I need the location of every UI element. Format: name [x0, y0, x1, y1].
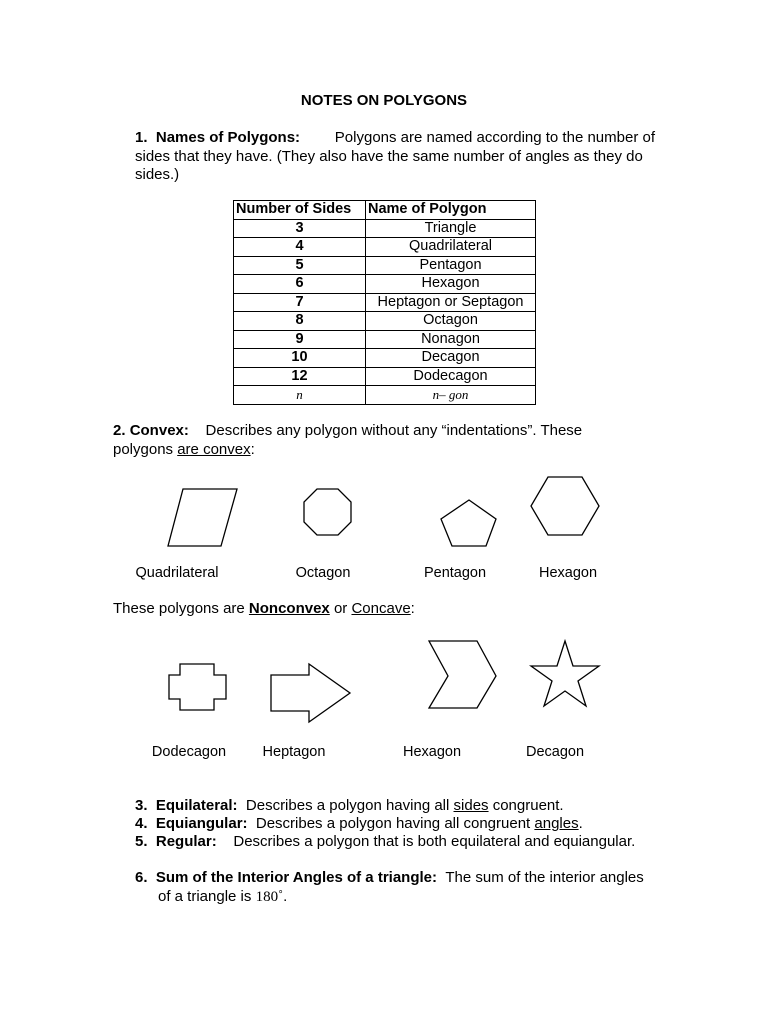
degree-value: 180˚ [255, 888, 284, 905]
hexagon-chevron-shape [429, 641, 496, 708]
section-text-line: sides that they have. (They also have the same number of angles as they do [135, 147, 643, 165]
shape-label-pentagon: Pentagon [423, 565, 487, 581]
name-cell: Octagon [366, 312, 536, 331]
decagon-star-shape [531, 641, 599, 706]
section-heading: Names of Polygons: [155, 129, 301, 146]
item-heading: Regular: [155, 833, 217, 850]
item-text: of a triangle is [158, 887, 256, 905]
shape-label-dodecagon: Dodecagon [151, 744, 227, 760]
item-heading: Sum of the Interior Angles of a triangle: [155, 869, 437, 886]
item-text: The sum of the interior angles [445, 869, 644, 886]
item-text: Describes a polygon that is both equilateral and equiangular. [233, 833, 636, 850]
table-header: Name of Polygon [366, 201, 536, 220]
concave-term: Concave [351, 600, 411, 617]
page-title: NOTES ON POLYGONS [300, 92, 468, 109]
underlined-text: are convex [177, 440, 251, 458]
list-item-regular [135, 833, 635, 852]
dodecagon-cross-shape [169, 664, 226, 710]
hexagon-shape [531, 477, 599, 535]
sides-cell: 5 [234, 256, 366, 275]
sides-cell: 6 [234, 275, 366, 294]
section-text: : [250, 440, 255, 458]
shape-label-decagon: Decagon [525, 744, 585, 760]
name-cell: Heptagon or Septagon [366, 293, 536, 312]
section-text: : [410, 600, 415, 617]
item-number: 6. [135, 869, 148, 886]
name-cell: Quadrilateral [366, 238, 536, 257]
section-text-line: sides.) [135, 166, 180, 183]
sides-cell: 3 [234, 219, 366, 238]
section-text-line: Polygons are named according to the number of [334, 129, 655, 146]
name-cell: n– gon [366, 386, 536, 405]
list-item-equiangular [135, 815, 583, 834]
item-text: Describes a polygon having all congruent [255, 815, 535, 832]
sides-cell: 12 [234, 367, 366, 386]
item-text: . [283, 887, 288, 905]
sides-cell: 4 [234, 238, 366, 257]
sides-cell: 10 [234, 349, 366, 368]
sides-cell: n [234, 386, 366, 405]
item-number: 3. [135, 797, 148, 814]
name-cell: Hexagon [366, 275, 536, 294]
shape-label-hexagon: Hexagon [538, 565, 598, 581]
sides-cell: 7 [234, 293, 366, 312]
item-text: Describes a polygon having all [245, 797, 454, 814]
shape-label-heptagon: Heptagon [262, 744, 326, 760]
nonconvex-term: Nonconvex [248, 600, 330, 617]
nonconvex-sentence [113, 600, 415, 619]
shape-label-octagon: Octagon [295, 565, 351, 581]
section-text: These polygons are [113, 600, 249, 617]
octagon-shape [304, 489, 351, 535]
section-text: or [329, 600, 352, 617]
section-heading: Convex: [129, 422, 189, 439]
table-header: Number of Sides [234, 201, 366, 220]
item-number: 5. [135, 833, 148, 850]
sides-cell: 8 [234, 312, 366, 331]
section-number: 2. [113, 422, 126, 439]
section-number: 1. [135, 129, 148, 146]
quadrilateral-shape [168, 489, 237, 546]
name-cell: Dodecagon [366, 367, 536, 386]
section-text-line: Describes any polygon without any “indentations”. These [205, 422, 583, 439]
shape-label-hexagon-concave: Hexagon [402, 744, 462, 760]
item-text: . [578, 815, 583, 832]
underlined-text: angles [534, 815, 579, 832]
item-number: 4. [135, 815, 148, 832]
underlined-text: sides [453, 797, 489, 814]
section-text: polygons [113, 440, 178, 458]
list-item-triangle-sum [135, 869, 665, 906]
name-cell: Nonagon [366, 330, 536, 349]
item-heading: Equiangular: [155, 815, 248, 832]
item-heading: Equilateral: [155, 797, 238, 814]
pentagon-shape [441, 500, 496, 546]
name-cell: Pentagon [366, 256, 536, 275]
sides-cell: 9 [234, 330, 366, 349]
name-cell: Triangle [366, 219, 536, 238]
shape-label-quadrilateral: Quadrilateral [135, 565, 219, 581]
name-cell: Decagon [366, 349, 536, 368]
list-item-equilateral [135, 797, 564, 816]
item-text: congruent. [488, 797, 564, 814]
heptagon-arrow-shape [271, 664, 350, 722]
